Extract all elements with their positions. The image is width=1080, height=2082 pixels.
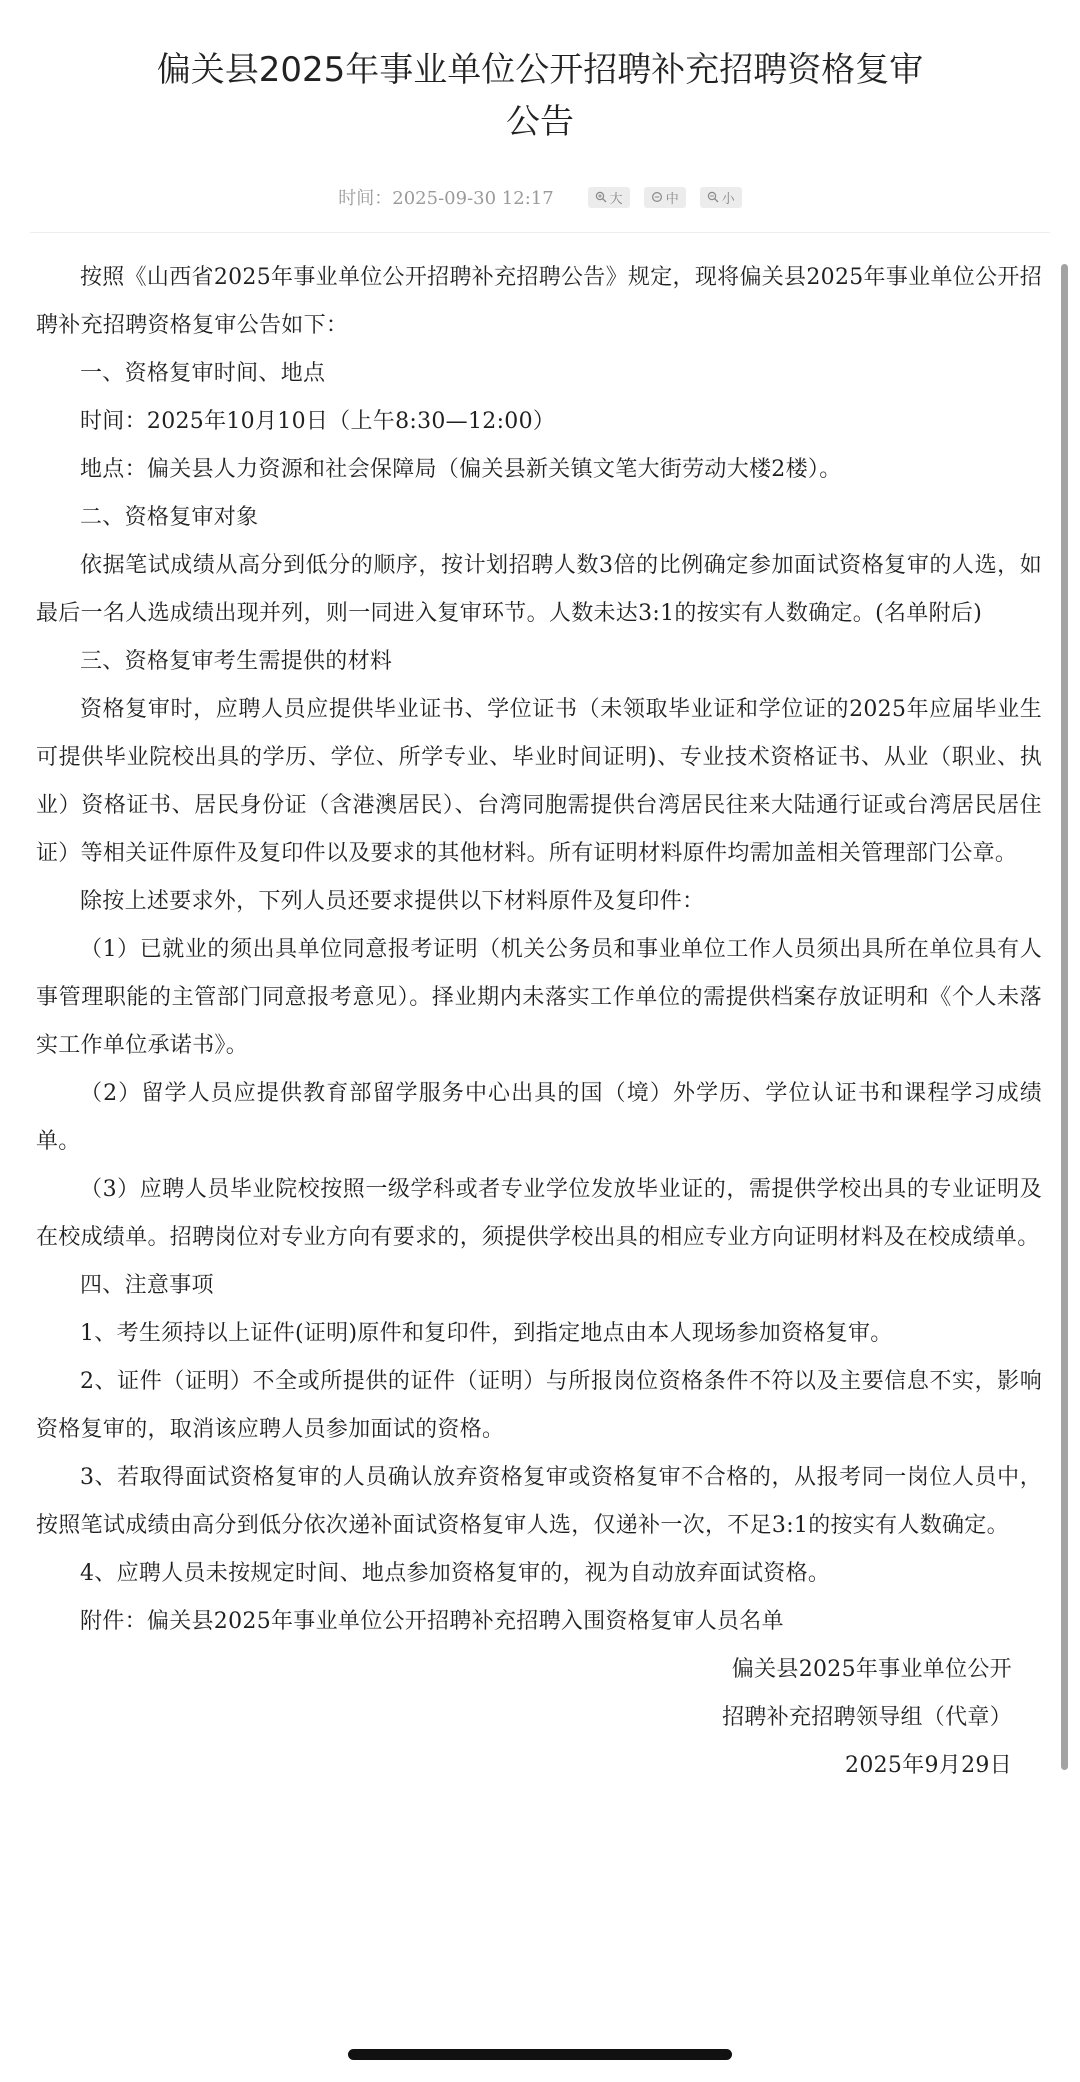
article-meta — [0, 184, 1080, 210]
section-heading: 四、注意事项 — [80, 1273, 214, 1298]
signature-org-line2: 招聘补充招聘领导组（代章） — [722, 1705, 1012, 1730]
attachment-link[interactable]: 附件：偏关县2025年事业单位公开招聘补充招聘入围资格复审人员名单 — [80, 1609, 784, 1634]
paragraph: 按照《山西省2025年事业单位公开招聘补充招聘公告》规定，现将偏关县2025年事业单位公开招聘补充招聘资格复审公告如下： — [36, 265, 1042, 338]
section-heading: 二、资格复审对象 — [80, 505, 259, 530]
article-title: 偏关县2025年事业单位公开招聘补充招聘资格复审公告 — [156, 50, 924, 142]
scrollbar[interactable] — [1061, 264, 1068, 1770]
signature-date: 2025年9月29日 — [845, 1753, 1012, 1778]
paragraph: 时间：2025年10月10日（上午8:30—12:00） — [80, 409, 556, 434]
zoom-out-icon — [707, 191, 719, 203]
paragraph: 地点：偏关县人力资源和社会保障局（偏关县新关镇文笔大街劳动大楼2楼）。 — [80, 457, 842, 482]
home-indicator[interactable] — [348, 2049, 732, 2060]
paragraph: 资格复审时，应聘人员应提供毕业证书、学位证书（未领取毕业证和学位证的2025年应届毕业生可提供毕业院校出具的学历、学位、所学专业、毕业时间证明)、专业技术资格证书、从业（职业、执业）资格证书、居民身份证（含港澳居民）、台湾同胞需提供台湾居民往来大陆通行证或台湾居民居住证）等相关证件原件及复印件以及要求的其他材料。所有证明材料原件均需加盖相关管理部门公章。 — [36, 697, 1042, 866]
paragraph: （2）留学人员应提供教育部留学服务中心出具的国（境）外学历、学位认证书和课程学习成绩单。 — [36, 1081, 1042, 1154]
paragraph: （3）应聘人员毕业院校按照一级学科或者专业学位发放毕业证的，需提供学校出具的专业证明及在校成绩单。招聘岗位对专业方向有要求的，须提供学校出具的相应专业方向证明材料及在校成绩单。 — [36, 1177, 1042, 1250]
paragraph: 依据笔试成绩从高分到低分的顺序，按计划招聘人数3倍的比例确定参加面试资格复审的人选，如最后一名人选成绩出现并列，则一同进入复审环节。人数未达3:1的按实有人数确定。(名单附后) — [36, 553, 1042, 626]
zoom-in-icon — [595, 191, 607, 203]
article-body — [36, 254, 1042, 1790]
publish-time: 时间：2025-09-30 12:17 — [338, 188, 554, 209]
section-heading: 一、资格复审时间、地点 — [80, 361, 326, 386]
paragraph: 2、证件（证明）不全或所提供的证件（证明）与所报岗位资格条件不符以及主要信息不实，影响资格复审的，取消该应聘人员参加面试的资格。 — [36, 1369, 1042, 1442]
signature-org-line1: 偏关县2025年事业单位公开 — [731, 1657, 1012, 1682]
font-size-medium-button[interactable]: 中 — [644, 187, 686, 208]
paragraph: 4、应聘人员未按规定时间、地点参加资格复审的，视为自动放弃面试资格。 — [80, 1561, 831, 1586]
paragraph: 3、若取得面试资格复审的人员确认放弃资格复审或资格复审不合格的，从报考同一岗位人员中，按照笔试成绩由高分到低分依次递补面试资格复审人选，仅递补一次，不足3:1的按实有人数确定。 — [36, 1465, 1042, 1538]
header-divider — [30, 232, 1050, 233]
font-size-large-button[interactable]: 大 — [588, 187, 630, 208]
section-heading: 三、资格复审考生需提供的材料 — [80, 649, 393, 674]
reset-icon — [651, 191, 663, 203]
paragraph: 除按上述要求外，下列人员还要求提供以下材料原件及复印件： — [80, 889, 705, 914]
paragraph: 1、考生须持以上证件(证明)原件和复印件，到指定地点由本人现场参加资格复审。 — [80, 1321, 893, 1346]
font-size-small-button[interactable]: 小 — [700, 187, 742, 208]
paragraph: （1）已就业的须出具单位同意报考证明（机关公务员和事业单位工作人员须出具所在单位具有人事管理职能的主管部门同意报考意见）。择业期内未落实工作单位的需提供档案存放证明和《个人未落实工作单位承诺书》。 — [36, 937, 1042, 1058]
